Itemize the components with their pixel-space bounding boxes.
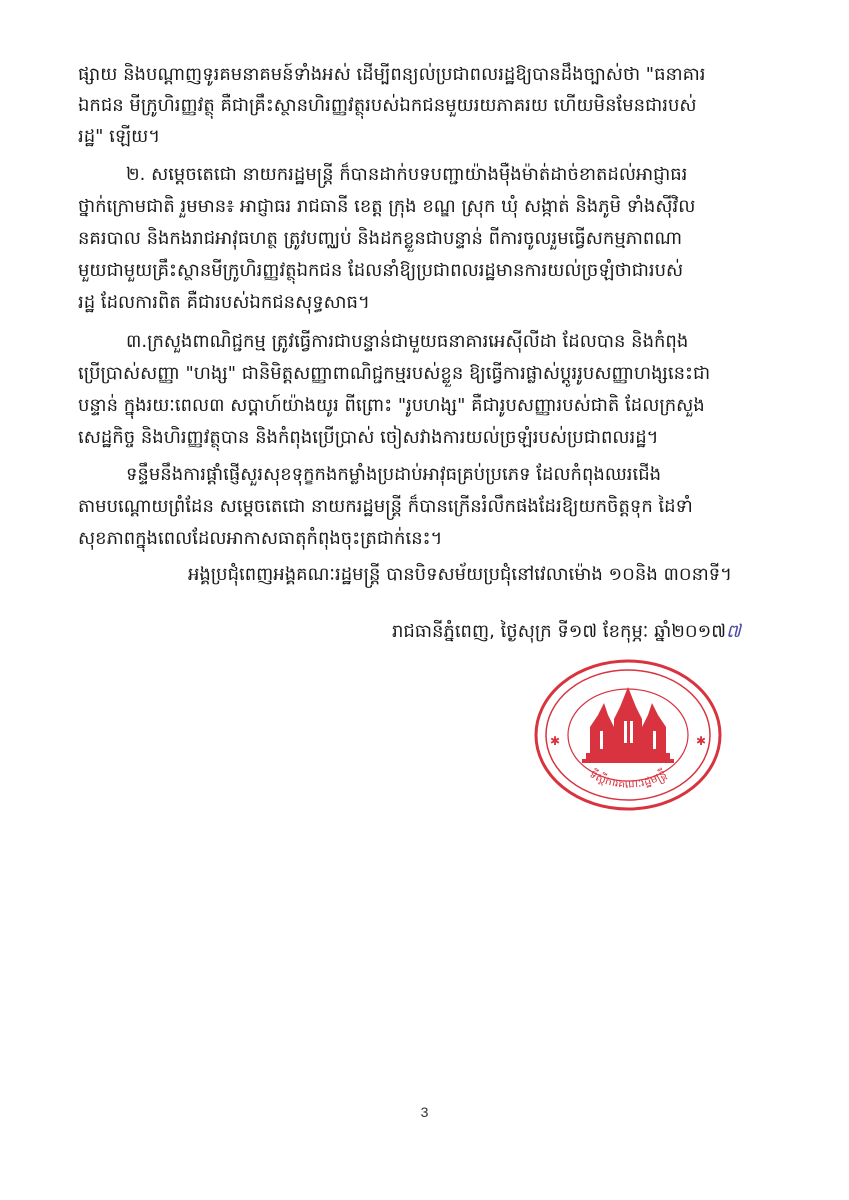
page-number: 3 xyxy=(420,1104,429,1120)
paragraph-line: ប្រើប្រាស់សញ្ញា "ហង្ស" ជានិមិត្តសញ្ញាពាណិជ្ជកម្មរបស់ខ្លួន ឱ្យធ្វើការផ្លាស់ប្តូររូបសញ្ញាហង្សនេះជា xyxy=(78,363,711,384)
paragraph-line: ៣.ក្រសួងពាណិជ្ជកម្ម ត្រូវធ្វើការជាបន្ទាន់ជាមួយធនាគារអេស៊ីលីដា ដែលបាន និងកំពុង xyxy=(126,331,689,352)
paragraph-line: ផ្សាយ និងបណ្តាញទូរគមនាគមន៍ទាំងអស់ ដើម្បីពន្យល់ប្រជាពលរដ្ឋឱ្យបានដឹងច្បាស់ថា "ធនាគារ xyxy=(78,64,706,85)
paragraph-line: នគរបាល និងកងរាជអាវុធហត្ថ ត្រូវបញ្ឈប់ និងដកខ្លួនជាបន្ទាន់ ពីការចូលរួមធ្វើសកម្មភាពណា xyxy=(78,228,683,249)
paragraph-line: ថ្នាក់ក្រោមជាតិ រួមមាន៖ អាជ្ញាធរ រាជធានី ខេត្ត ក្រុង ខណ្ឌ ស្រុក ឃុំ សង្កាត់ និងភូមិ ទាំងស៊ីវិល xyxy=(78,196,696,217)
paragraph-line: សុខភាពក្នុងពេលដែលអាកាសធាតុកំពុងចុះត្រជាក់នេះ។ xyxy=(78,528,443,549)
paragraph-line: តាមបណ្តោយព្រំដែន សម្តេចតេជោ នាយករដ្ឋមន្ត្រី ក៏បានក្រើនរំលឹកផងដែរឱ្យយកចិត្តទុក ដៃទាំ xyxy=(78,496,693,517)
handwritten-mark: ៧ xyxy=(725,621,741,642)
paragraph-line: ២. សម្តេចតេជោ នាយករដ្ឋមន្ត្រី ក៏បានដាក់បទបញ្ជាយ៉ាងម៉ឺងម៉ាត់ដាច់ខាតដល់អាជ្ញាធរ xyxy=(126,164,688,185)
svg-text:ទីស្តីការគណៈរដ្ឋមន្ត្រី xyxy=(587,766,670,791)
svg-text:✱: ✱ xyxy=(696,734,707,748)
paragraph-line: សេដ្ឋកិច្ច និងហិរញ្ញវត្ថុបាន និងកំពុងប្រើប្រាស់ ចៀសវាងការយល់ច្រឡំរបស់ប្រជាពលរដ្ឋ។ xyxy=(78,427,659,448)
paragraph-line: ទន្ទឹមនឹងការផ្តាំផ្ញើសួរសុខទុក្ខកងកម្លាំងប្រដាប់អាវុធគ្រប់ប្រភេទ ដែលកំពុងឈរជើង xyxy=(126,464,662,485)
paragraph-line: ឯកជន មីក្រូហិរញ្ញវត្ថុ គឺជាគ្រឹះស្ថានហិរញ្ញវត្ថុរបស់ឯកជនមួយរយភាគរយ ហើយមិនមែនជារបស់ xyxy=(78,95,697,116)
paragraph-line: បន្ទាន់ ក្នុងរយៈពេល៣ សប្តាហ៍យ៉ាងយូរ ពីព្រោះ "រូបហង្ស" គឺជារូបសញ្ញារបស់ជាតិ ដែលក្រសួង xyxy=(78,395,705,416)
date-line xyxy=(392,619,741,645)
seal-label: ទីស្តីការគណៈរដ្ឋមន្ត្រី xyxy=(587,767,669,791)
date-text: រាជធានីភ្នំពេញ, ថ្ងៃសុក្រ ទី១៧ ខែកុម្ភៈ ឆ្នាំ២០១៧ xyxy=(392,621,726,642)
paragraph-line: រដ្ឋ" ឡើយ។ xyxy=(78,126,161,147)
temple-emblem-icon xyxy=(582,687,674,763)
closing-statement: អង្គប្រជុំពេញអង្គគណៈរដ្ឋមន្ត្រី បានបិទសម័យប្រជុំនៅវេលាម៉ោង ១០និង ៣០នាទី។ xyxy=(187,564,733,585)
paragraph-line: មួយជាមួយគ្រឹះស្ថានមីក្រូហិរញ្ញវត្ថុឯកជន ដែលនាំឱ្យប្រជាពលរដ្ឋមានការយល់ច្រឡំថាជារបស់ xyxy=(78,260,684,281)
paragraph-line: រដ្ឋ ដែលការពិត គឺជារបស់ឯកជនសុទ្ធសាធ។ xyxy=(78,292,370,313)
svg-text:✱: ✱ xyxy=(550,734,561,748)
official-seal-icon xyxy=(528,655,728,815)
